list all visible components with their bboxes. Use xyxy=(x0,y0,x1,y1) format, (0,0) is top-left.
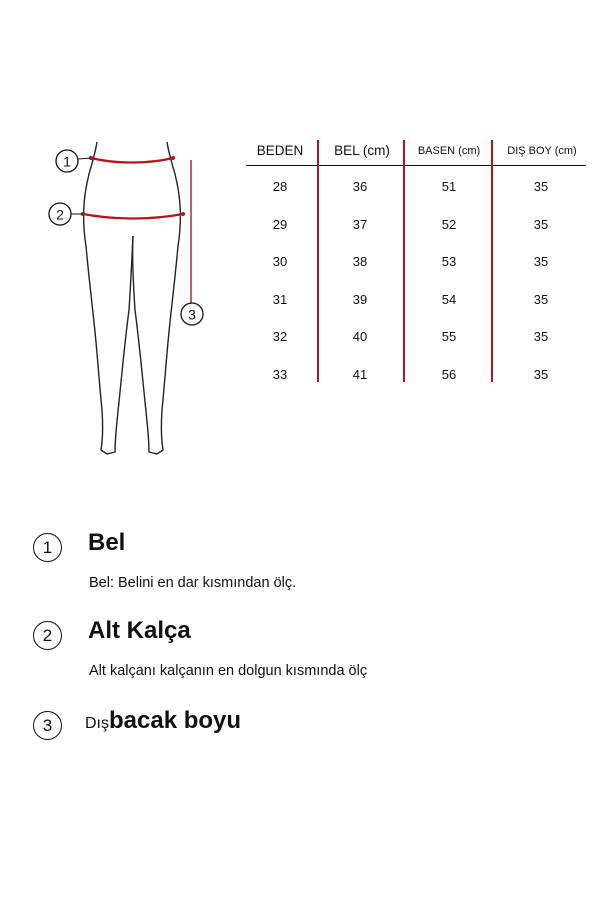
legend-description: Bel: Belini en dar kısmından ölç. xyxy=(89,575,297,591)
number-2-icon: 2 xyxy=(33,621,62,650)
number-3-icon: 3 xyxy=(33,711,62,740)
body-figure xyxy=(45,120,235,500)
header-basen: BASEN (cm) xyxy=(417,145,481,157)
table-row xyxy=(246,316,586,354)
marker-1-label: 1 xyxy=(63,153,71,170)
cell-beden: 29 xyxy=(272,216,288,232)
cell-bel: 40 xyxy=(352,329,368,345)
cell-dis-boy: 35 xyxy=(533,254,549,270)
cell-basen: 53 xyxy=(441,254,457,270)
legend-title: Bel xyxy=(88,529,126,556)
table-row xyxy=(246,241,586,279)
size-table xyxy=(246,140,586,392)
legend-title-main: bacak boyu xyxy=(109,707,242,734)
hip-line xyxy=(83,214,183,219)
cell-dis-boy: 35 xyxy=(533,329,549,345)
cell-dis-boy: 35 xyxy=(533,291,549,307)
cell-bel: 36 xyxy=(352,179,368,194)
cell-bel: 37 xyxy=(352,216,368,232)
table-header xyxy=(246,140,586,166)
legend-title xyxy=(85,707,241,735)
cell-dis-boy: 35 xyxy=(533,366,549,382)
cell-basen: 51 xyxy=(441,179,457,194)
header-bel: BEL (cm) xyxy=(334,143,390,158)
waist-line xyxy=(91,158,173,163)
cell-beden: 32 xyxy=(272,329,288,345)
table-row xyxy=(246,204,586,242)
legend-title-prefix: Dış xyxy=(85,715,109,732)
left-leg-outline xyxy=(84,142,133,454)
table-row xyxy=(246,166,586,204)
table-body xyxy=(246,166,586,392)
legend-description: Alt kalçanı kalçanın en dolgun kısmında ölç xyxy=(89,663,368,679)
cell-dis-boy: 35 xyxy=(533,179,549,194)
cell-bel: 38 xyxy=(352,254,368,270)
cell-beden: 30 xyxy=(272,254,288,270)
table-row xyxy=(246,279,586,317)
cell-beden: 31 xyxy=(272,291,288,307)
legs-silhouette-illustration xyxy=(45,120,235,500)
cell-basen: 56 xyxy=(441,366,457,382)
header-beden: BEDEN xyxy=(256,143,304,158)
cell-basen: 52 xyxy=(441,216,457,232)
cell-bel: 41 xyxy=(352,366,368,382)
cell-dis-boy: 35 xyxy=(533,216,549,232)
cell-beden: 33 xyxy=(272,366,288,382)
cell-basen: 55 xyxy=(441,329,457,345)
table-row xyxy=(246,354,586,392)
marker-2-label: 2 xyxy=(56,206,64,223)
marker-3-label: 3 xyxy=(188,306,196,323)
cell-bel: 39 xyxy=(352,291,368,307)
number-1-icon: 1 xyxy=(33,533,62,562)
cell-beden: 28 xyxy=(272,179,288,194)
right-leg-outline xyxy=(133,142,181,454)
header-dis-boy: DIŞ BOY (cm) xyxy=(507,145,577,157)
legend-title: Alt Kalça xyxy=(88,617,191,644)
cell-basen: 54 xyxy=(441,291,457,307)
